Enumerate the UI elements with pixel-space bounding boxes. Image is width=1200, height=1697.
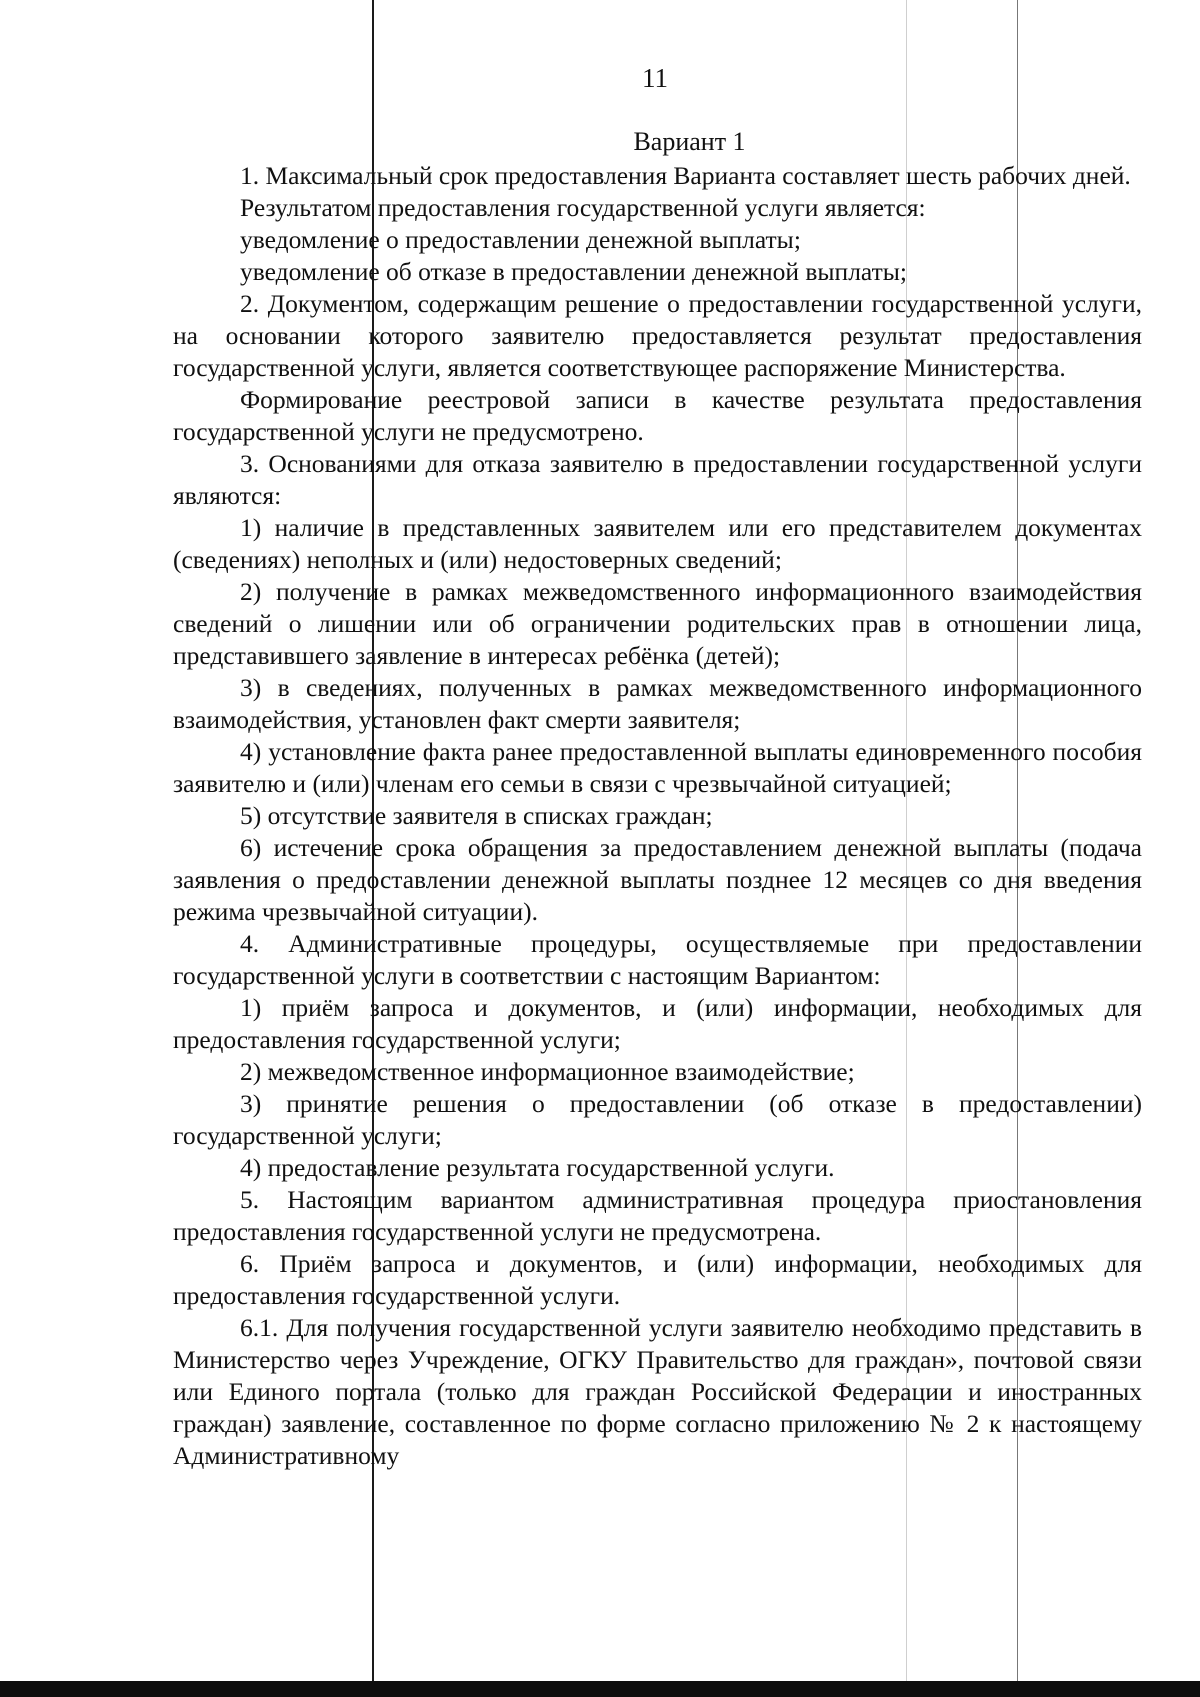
- paragraph: уведомление об отказе в предоставлении денежной выплаты;: [240, 257, 907, 286]
- list-item: 4) предоставление результата государственной услуги.: [240, 1153, 835, 1182]
- list-item: 5) отсутствие заявителя в списках граждан;: [240, 801, 713, 830]
- paragraph: Результатом предоставления государственной услуги является:: [240, 193, 926, 222]
- list-item: 3) в сведениях, полученных в рамках межведомственного информационного взаимодействия, установлен факт смерти заявителя;: [173, 673, 1142, 734]
- list-item: 1) наличие в представленных заявителем или его представителем документах (сведениях) неполных и (или) недостоверных сведений;: [173, 513, 1142, 574]
- list-item: 1) приём запроса и документов, и (или) информации, необходимых для предоставления государственной услуги;: [173, 993, 1142, 1054]
- document-body: [173, 160, 1142, 1472]
- paragraph: Формирование реестровой записи в качестве результата предоставления государственной услуги не предусмотрено.: [173, 385, 1142, 446]
- paragraph: 2. Документом, содержащим решение о предоставлении государственной услуги, на основании которого заявителю предоставляется результат предоставления государственной услуги, является соответствующее распоряжение Министерства.: [173, 289, 1142, 382]
- paragraph: 5. Настоящим вариантом административная процедура приостановления предоставления государственной услуги не предусмотрена.: [173, 1185, 1142, 1246]
- list-item: 6) истечение срока обращения за предоставлением денежной выплаты (подача заявления о предоставлении денежной выплаты позднее 12 месяцев со дня введения режима чрезвычайной ситуации).: [173, 833, 1142, 926]
- paragraph: 4. Административные процедуры, осуществляемые при предоставлении государственной услуги в соответствии с настоящим Вариантом:: [173, 929, 1142, 990]
- paragraph: 6. Приём запроса и документов, и (или) информации, необходимых для предоставления государственной услуги.: [173, 1249, 1142, 1310]
- section-title: Вариант 1: [633, 127, 746, 156]
- list-item: 2) получение в рамках межведомственного информационного взаимодействия сведений о лишении или об ограничении родительских прав в отношении лица, представившего заявление в интересах ребёнка (детей);: [173, 577, 1142, 670]
- list-item: 2) межведомственное информационное взаимодействие;: [240, 1057, 855, 1086]
- list-item: 3) принятие решения о предоставлении (об отказе в предоставлении) государственной услуги;: [173, 1089, 1142, 1150]
- paragraph: 1. Максимальный срок предоставления Варианта составляет шесть рабочих дней.: [240, 161, 1131, 190]
- paragraph: 6.1. Для получения государственной услуги заявителю необходимо представить в Министерство через Учреждение, ОГКУ Правительство для граждан», почтовой связи или Единого портала (только для граждан Российской Федерации и иностранных граждан) заявление, составленное по форме согласно приложению № 2 к настоящему Административному: [173, 1313, 1142, 1470]
- paragraph: 3. Основаниями для отказа заявителю в предоставлении государственной услуги являются:: [173, 449, 1142, 510]
- scan-border: [0, 1681, 1200, 1697]
- paragraph: уведомление о предоставлении денежной выплаты;: [240, 225, 801, 254]
- list-item: 4) установление факта ранее предоставленной выплаты единовременного пособия заявителю и (или) членам его семьи в связи с чрезвычайной ситуацией;: [173, 737, 1142, 798]
- page-number: 11: [642, 63, 668, 93]
